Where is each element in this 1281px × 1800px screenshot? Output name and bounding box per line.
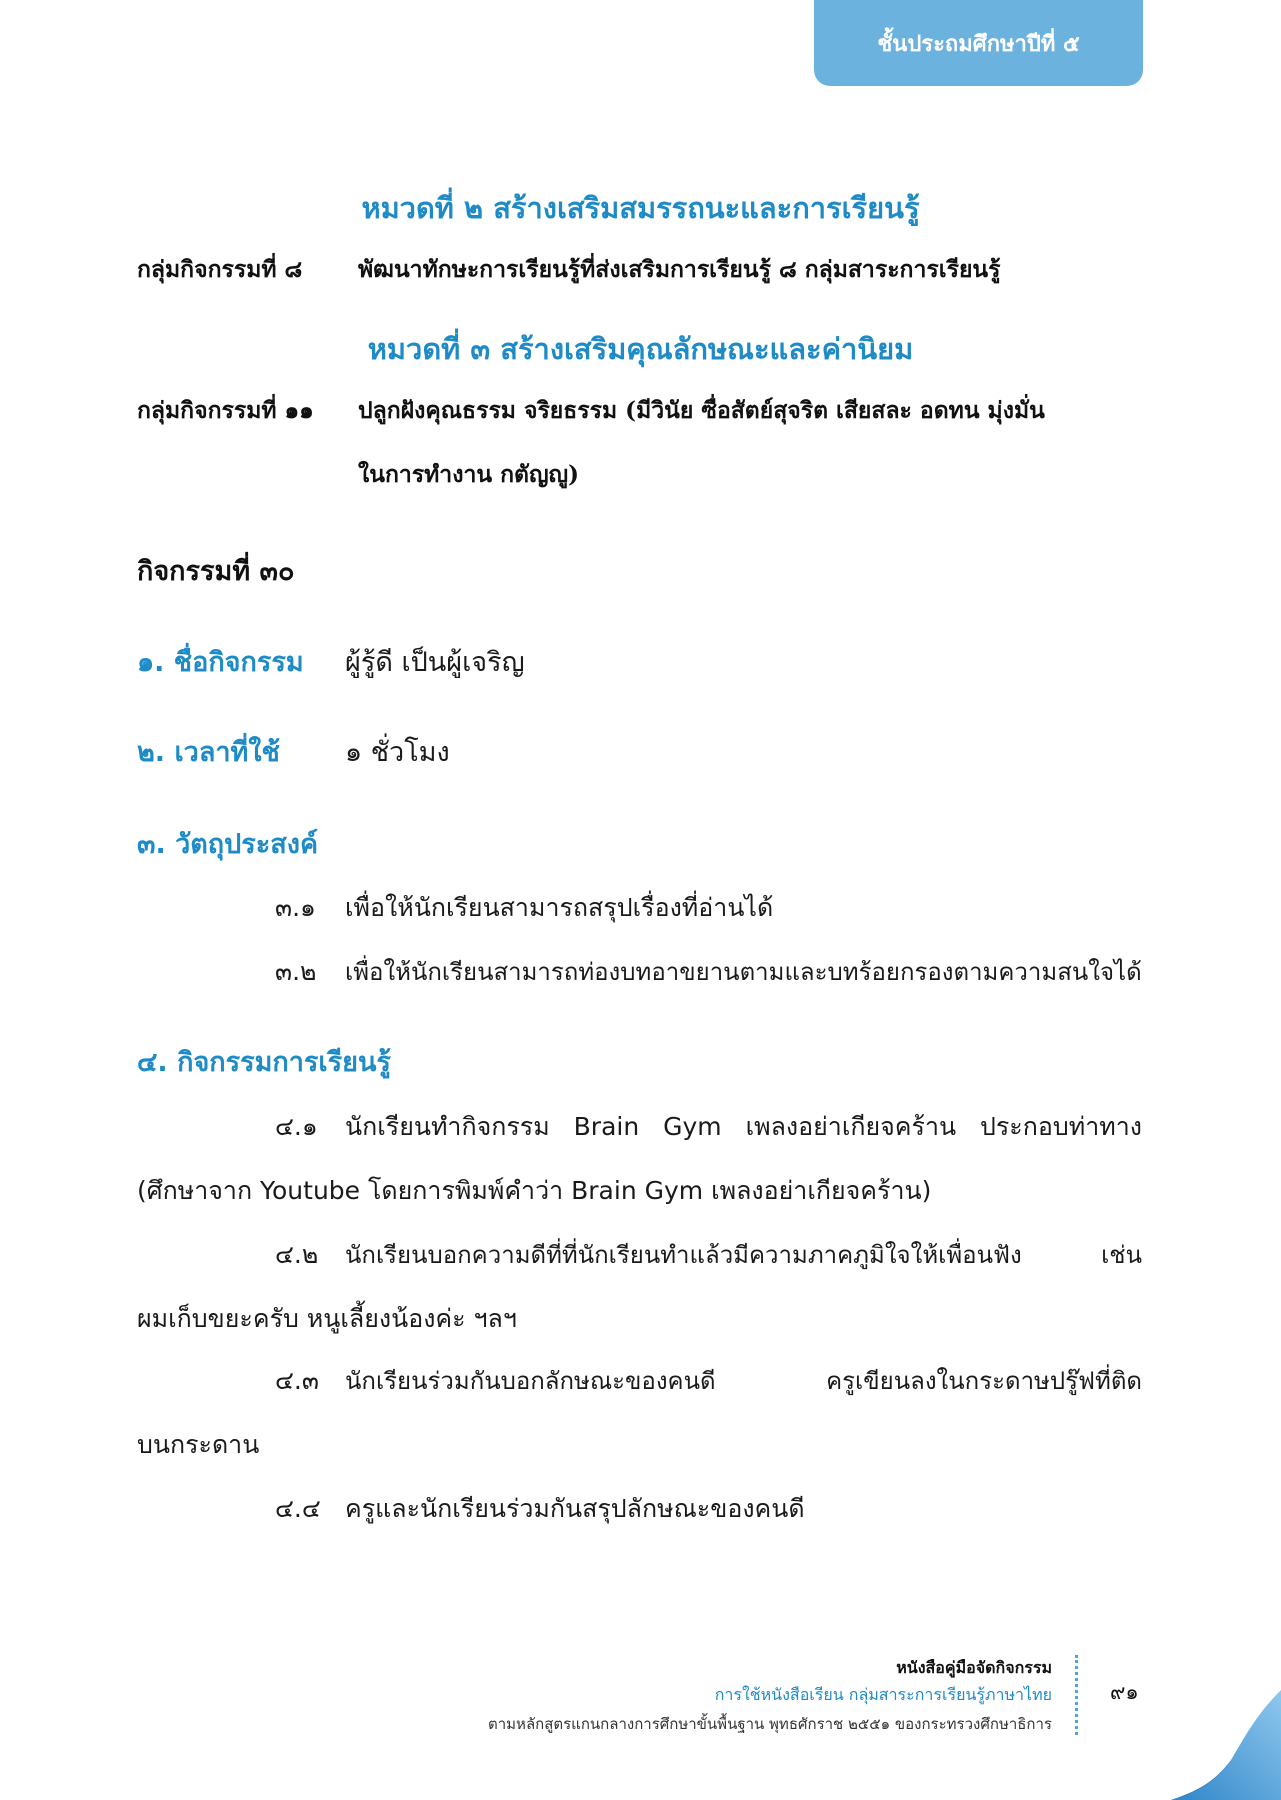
chapter2-group-label: กลุ่มกิจกรรมที่ ๘ [137, 256, 303, 283]
learning-text-line2: (ศึกษาจาก Youtube โดยการพิมพ์คำว่า Brain Gym เพลงอย่าเกียจคร้าน) [137, 1176, 932, 1205]
learning-text-line2: ผมเก็บขยะครับ หนูเลี้ยงน้องค่ะ ฯลฯ [137, 1304, 517, 1333]
footer-book-title: หนังสือคู่มือจัดกิจกรรม [896, 1658, 1052, 1677]
objective-number: ๓.๑ [275, 893, 316, 922]
learning-text-line1: นักเรียนบอกความดีที่ที่นักเรียนทำแล้วมีความภาคภูมิใจให้เพื่อนฟัง เช่น [345, 1241, 1142, 1269]
page-number: ๙๑ [1110, 1680, 1139, 1704]
activity-time-label: ๒. เวลาที่ใช้ [137, 737, 280, 768]
activity-name-label: ๑. ชื่อกิจกรรม [137, 647, 304, 678]
objective-number: ๓.๒ [275, 957, 317, 986]
footer-divider [1075, 1655, 1078, 1735]
learning-label: ๔. กิจกรรมการเรียนรู้ [137, 1047, 391, 1078]
chapter3-heading: หมวดที่ ๓ สร้างเสริมคุณลักษณะและค่านิยม [367, 332, 914, 366]
objective-text: เพื่อให้นักเรียนสามารถท่องบทอาขยานตามและบทร้อยกรองตามความสนใจได้ [345, 958, 1142, 986]
activity-time-value: ๑ ชั่วโมง [345, 737, 450, 768]
learning-number: ๔.๔ [275, 1494, 321, 1523]
learning-text-line1: ครูและนักเรียนร่วมกันสรุปลักษณะของคนดี [345, 1494, 805, 1523]
learning-text-line1: นักเรียนร่วมกันบอกลักษณะของคนดี ครูเขียนลงในกระดาษปรู๊ฟที่ติด [345, 1367, 1142, 1395]
activity-name-value: ผู้รู้ดี เป็นผู้เจริญ [345, 647, 525, 678]
page-curl-icon [1171, 1690, 1281, 1800]
learning-text-line1: นักเรียนทำกิจกรรม Brain Gym เพลงอย่าเกียจคร้าน ประกอบท่าทาง [345, 1112, 1142, 1141]
footer-curriculum: ตามหลักสูตรแกนกลางการศึกษาขั้นพื้นฐาน พุทธศักราช ๒๕๕๑ ของกระทรวงศึกษาธิการ [488, 1715, 1052, 1733]
chapter3-group-label: กลุ่มกิจกรรมที่ ๑๑ [137, 397, 314, 424]
chapter2-heading: หมวดที่ ๒ สร้างเสริมสมรรถนะและการเรียนรู้ [361, 191, 920, 225]
activity-title: กิจกรรมที่ ๓๐ [137, 556, 295, 587]
chapter3-group-text-line2: ในการทำงาน กตัญญู) [358, 461, 580, 488]
chapter3-group-text-line1: ปลูกฝังคุณธรรม จริยธรรม (มีวินัย ซื่อสัตย์สุจริต เสียสละ อดทน มุ่งมั่น [358, 397, 1045, 424]
objective-text: เพื่อให้นักเรียนสามารถสรุปเรื่องที่อ่านได้ [345, 893, 774, 922]
objectives-label: ๓. วัตถุประสงค์ [137, 829, 319, 860]
chapter2-group-text: พัฒนาทักษะการเรียนรู้ที่ส่งเสริมการเรียนรู้ ๘ กลุ่มสาระการเรียนรู้ [358, 256, 1001, 283]
footer-subtitle: การใช้หนังสือเรียน กลุ่มสาระการเรียนรู้ภาษาไทย [714, 1685, 1052, 1704]
learning-number: ๔.๓ [275, 1366, 319, 1395]
learning-number: ๔.๒ [275, 1240, 319, 1269]
learning-number: ๔.๑ [275, 1112, 318, 1141]
grade-tab: ชั้นประถมศึกษาปีที่ ๕ [814, 0, 1143, 86]
learning-text-line2: บนกระดาน [137, 1430, 260, 1459]
